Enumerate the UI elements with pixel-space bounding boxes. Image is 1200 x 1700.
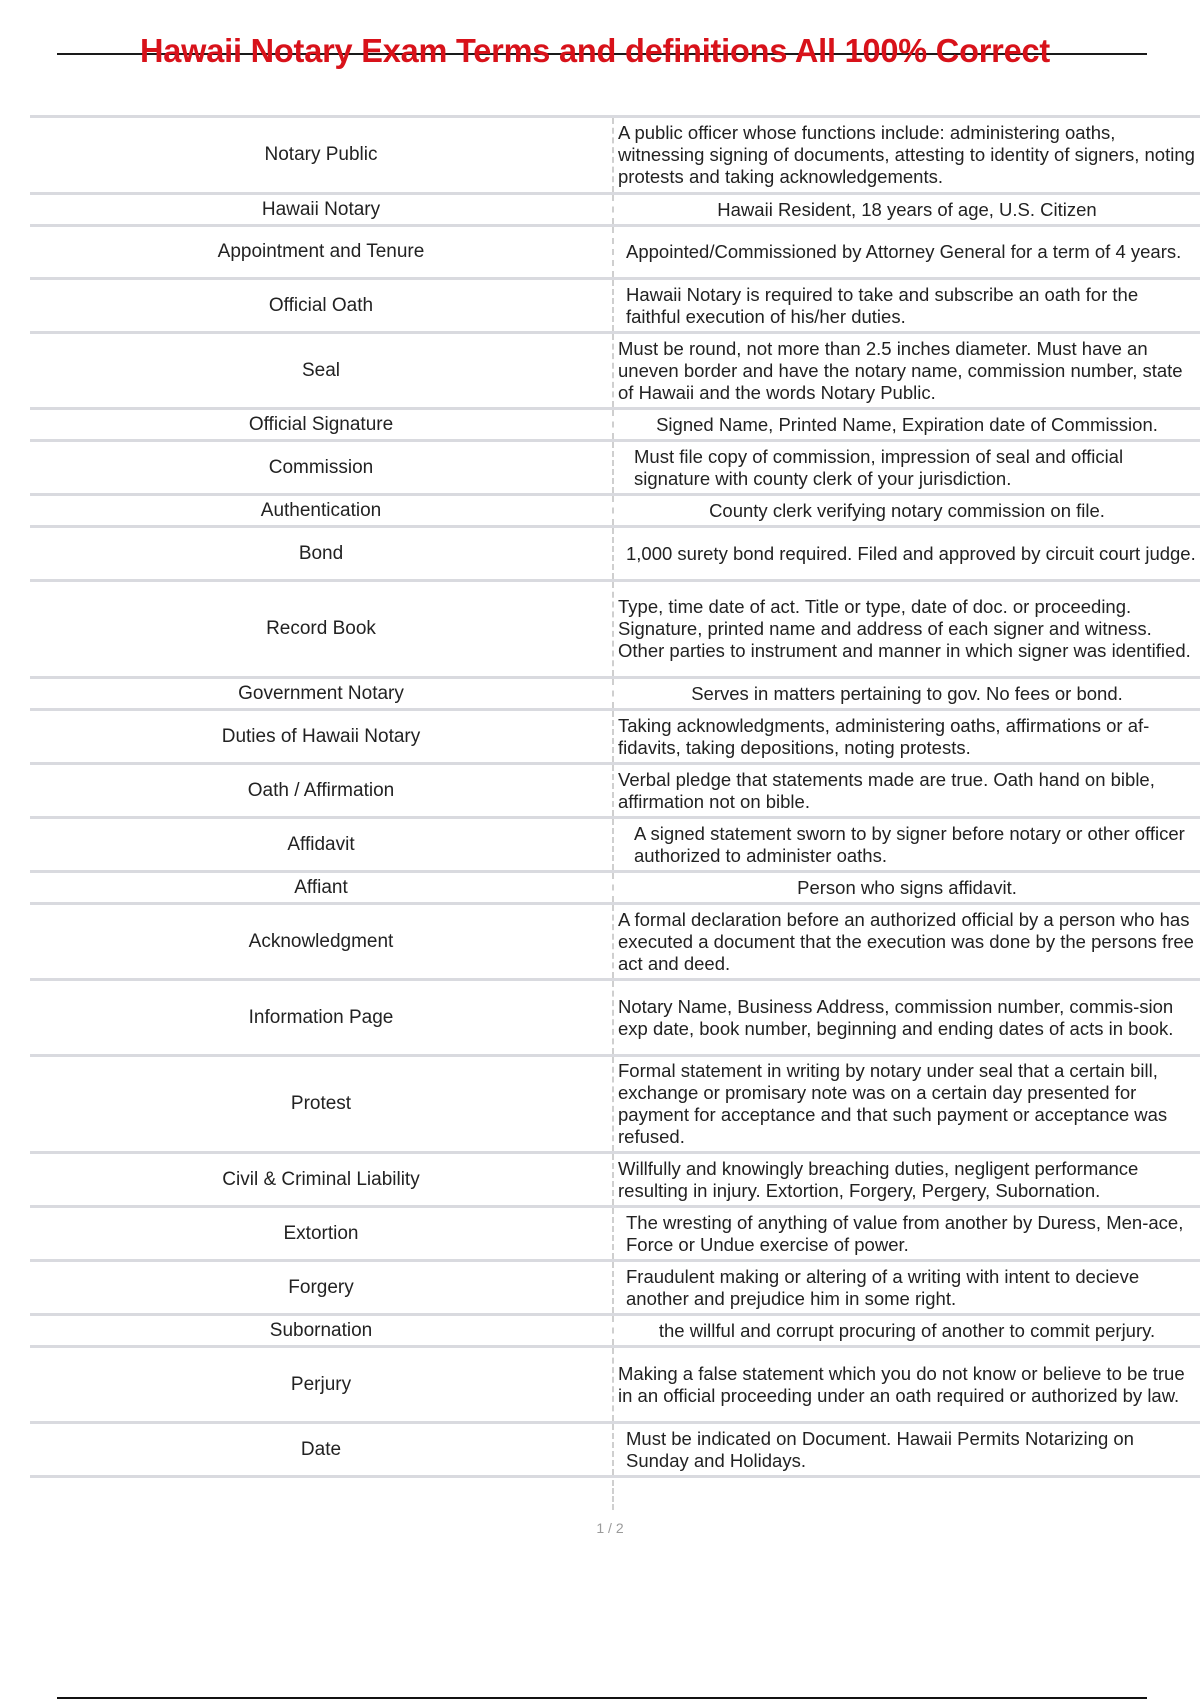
definition-cell: Appointed/Commissioned by Attorney General for a term of 4 years.: [612, 227, 1200, 277]
term-cell: Appointment and Tenure: [217, 241, 425, 262]
table-row: [30, 277, 1200, 331]
table-row: [30, 192, 1200, 224]
term-cell: Seal: [301, 359, 341, 381]
definition-cell: A public officer whose functions include: administering oaths, witnessing signing of documents, attesting to identity of signers, noting protests and taking acknowledgements.: [612, 118, 1200, 192]
term-cell: Information Page: [248, 1006, 394, 1028]
term-cell: Official Oath: [268, 294, 374, 316]
term-cell: Forgery: [288, 1276, 354, 1298]
term-cell: Authentication: [260, 499, 382, 521]
definition-cell: Hawaii Notary is required to take and subscribe an oath for the faithful execution of his/her duties.: [612, 280, 1200, 331]
term-cell: Commission: [268, 456, 374, 478]
table-row: [30, 1054, 1200, 1151]
term-cell: Record Book: [266, 618, 376, 639]
table-row: [30, 816, 1200, 870]
table-row: [30, 978, 1200, 1054]
column-divider-trail: [612, 1480, 614, 1510]
definition-cell: Hawaii Resident, 18 years of age, U.S. Citizen: [612, 195, 1200, 224]
definition-cell: Must be round, not more than 2.5 inches diameter. Must have an uneven border and have the notary name, commission number, state of Hawaii and the words Notary Public.: [612, 334, 1200, 407]
definition-cell: Person who signs affidavit.: [612, 873, 1200, 902]
term-cell: Acknowledgment: [248, 930, 394, 952]
table-row: [30, 525, 1200, 579]
table-row: [30, 579, 1200, 676]
table-row: [30, 902, 1200, 978]
term-cell: Hawaii Notary: [261, 198, 381, 220]
table-row: [30, 870, 1200, 902]
term-cell: Notary Public: [264, 144, 378, 165]
term-cell: Subornation: [269, 1319, 373, 1341]
terms-table: [30, 115, 1200, 1478]
table-row: [30, 331, 1200, 407]
definition-cell: Fraudulent making or altering of a writing with intent to decieve another and prejudice him in some right.: [612, 1262, 1200, 1313]
table-row: [30, 1421, 1200, 1478]
page-indicator: 1 / 2: [596, 1520, 624, 1536]
table-row: [30, 1151, 1200, 1205]
term-cell: Affidavit: [287, 833, 355, 855]
table-row: [30, 407, 1200, 439]
definition-cell: the willful and corrupt procuring of another to commit perjury.: [612, 1316, 1200, 1345]
term-cell: Affiant: [294, 876, 348, 898]
definition-cell: Taking acknowledgments, administering oaths, affirmations or af-fidavits, taking depositions, noting protests.: [612, 711, 1200, 762]
term-cell: Bond: [298, 542, 344, 564]
definition-cell: 1,000 surety bond required. Filed and approved by circuit court judge.: [612, 528, 1200, 579]
table-row: [30, 493, 1200, 525]
term-cell: Protest: [290, 1093, 352, 1114]
term-cell: Oath / Affirmation: [247, 779, 395, 801]
table-row: [30, 115, 1200, 192]
definition-cell: Must be indicated on Document. Hawaii Permits Notarizing on Sunday and Holidays.: [612, 1424, 1200, 1475]
term-cell: Date: [300, 1438, 342, 1460]
table-row: [30, 1313, 1200, 1345]
term-cell: Perjury: [290, 1373, 352, 1395]
definition-cell: Type, time date of act. Title or type, date of doc. or proceeding. Signature, printed name and address of each signer and witness. Other parties to instrument and manner in which signer was identified.: [612, 582, 1200, 676]
table-row: [30, 1259, 1200, 1313]
definition-cell: Willfully and knowingly breaching duties, negligent performance resulting in injury. Extortion, Forgery, Pergery, Subornation.: [612, 1154, 1200, 1205]
definition-cell: Verbal pledge that statements made are true. Oath hand on bible, affirmation not on bible.: [612, 765, 1200, 816]
footer-rule: [57, 1697, 1147, 1699]
table-row: [30, 1345, 1200, 1421]
table-row: [30, 676, 1200, 708]
definition-cell: Making a false statement which you do not know or believe to be true in an official proceeding under an oath required or authorized by law.: [612, 1348, 1200, 1421]
table-row: [30, 439, 1200, 493]
table-row: [30, 224, 1200, 277]
term-cell: Civil & Criminal Liability: [222, 1168, 420, 1190]
term-cell: Government Notary: [238, 682, 404, 704]
table-row: [30, 1205, 1200, 1259]
title-header: [0, 28, 1200, 78]
page-title: Hawaii Notary Exam Terms and definitions All 100% Correct: [140, 32, 1051, 69]
term-cell: Duties of Hawaii Notary: [221, 725, 421, 747]
definition-cell: Must file copy of commission, impression of seal and official signature with county clerk of your jurisdiction.: [612, 442, 1200, 493]
definition-cell: County clerk verifying notary commission on file.: [612, 496, 1200, 525]
definition-cell: A signed statement sworn to by signer before notary or other officer authorized to administer oaths.: [612, 819, 1200, 870]
definition-cell: Signed Name, Printed Name, Expiration date of Commission.: [612, 410, 1200, 439]
table-row: [30, 762, 1200, 816]
definition-cell: Notary Name, Business Address, commission number, commis-sion exp date, book number, beginning and ending dates of acts in book.: [612, 981, 1200, 1054]
definition-cell: A formal declaration before an authorized official by a person who has executed a document that the execution was done by the persons free act and deed.: [612, 905, 1200, 978]
definition-cell: The wresting of anything of value from another by Duress, Men-ace, Force or Undue exercise of power.: [612, 1208, 1200, 1259]
definition-cell: Formal statement in writing by notary under seal that a certain bill, exchange or promisary note was on a certain day presented for payment for acceptance and that such payment or acceptance was refused.: [612, 1057, 1200, 1151]
table-row: [30, 708, 1200, 762]
term-cell: Extortion: [283, 1222, 359, 1244]
term-cell: Official Signature: [248, 413, 394, 435]
definition-cell: Serves in matters pertaining to gov. No fees or bond.: [612, 679, 1200, 708]
